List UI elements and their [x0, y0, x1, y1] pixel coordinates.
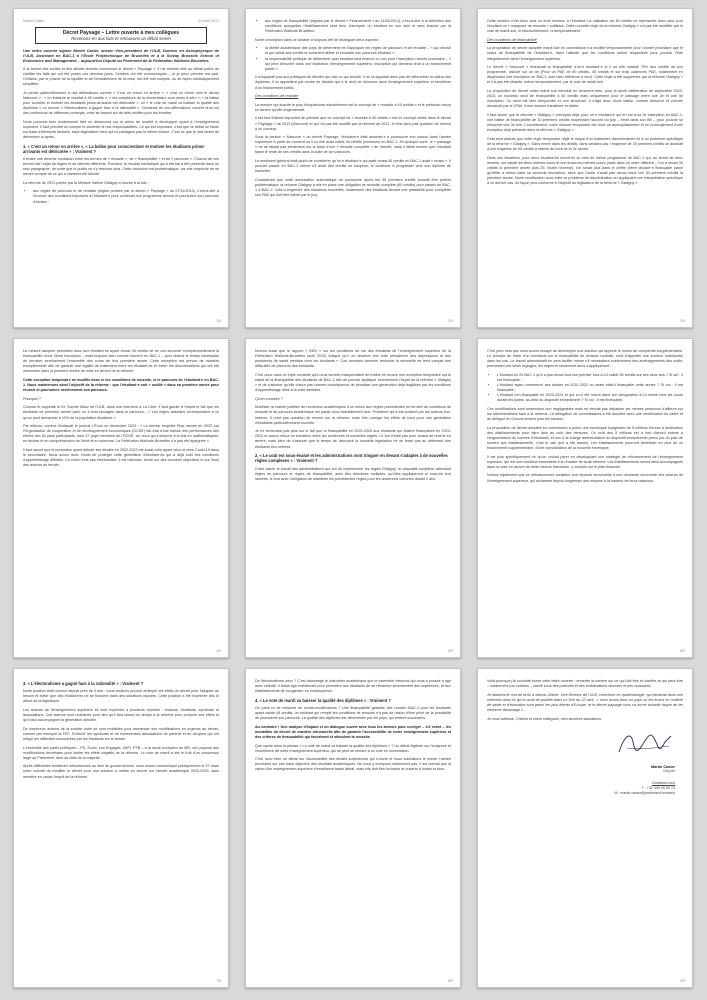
- paragraph: Considérant que cette autorisation automatique de poursuivre après les 45 premiers crédits pouvait être parfois problématique, la réforme Glatigny a mis en place une obligation de réussite complète (60 crédits) pour passer de BAC-1 à BAC-2. Cela a engendré des situations nouvelles, notamment des étudiants devant une possibilité pour compléter son PAE qui doit être validé par le jury.: [255, 177, 451, 198]
- subsection-title: Des conditions de finançabilité: [487, 37, 537, 42]
- paragraph: Je vous adresse, Chères et chers collègues, mes sincères salutations.: [487, 716, 602, 721]
- contact-title: Contactez-moi: [651, 780, 675, 785]
- page-number: 5/9: [448, 649, 453, 653]
- page-4: [13, 338, 229, 658]
- paragraph: Il est tout d'abord important de préciser que ce concept de « réussite à 45 crédits » est un concept utilisé dans le décret « Paysage » de 2013 (Marcourt) et qui n'a pas été modifié par la réforme de 2021. Il n'est donc pas question de revenir à ce concept.: [255, 116, 451, 131]
- signature-block: [487, 728, 683, 773]
- paragraph: L'ensemble des partis politiques – PS, Ecolo, Les Engagés, DéFI, PTB – à la seule exception du MR, ont proposé des modifications décrétales pour limiter les effets négatifs de la réforme. Le vote de mardi a été le fruit d'un consensus large au Parlement, bien au-delà de la majorité.: [23, 745, 219, 760]
- title-box: [35, 27, 207, 44]
- list-item: • L'étudiant non-finançable en 2023-2024 et qui a-t-il été inscrit dans son désignation à-t-il révisé tous les cours durant les justes, au-delà du dispositif exceptionnel ? Si oui : il est finançable.: [497, 393, 683, 403]
- paragraph: Cela sera ailleurs que cette règle temporaire règle le risque d'un traitement discriminatoire lié à un problème spécifique de la réforme « Glatigny ». Sans entrer dans les détails, dans certains cas, l'exigence de 30 premiers crédits se doublait d'une exigence de 60 crédits à obtenir au bout de la 2e année.: [487, 136, 683, 151]
- page-header: [23, 19, 219, 23]
- list-item: • L'étudiant ayant commencé ses études en 2021-2022 ou avant était-il finançable cette année ? Si oui : il est finançable ;: [497, 383, 683, 393]
- paragraph: Ces modifications sont néanmoins non négligeables mais ne devrait pas dépasser les mêmes pressions d'ailleurs sur les administrations face à la réforme. La délégation de commissaires a été assurée avec une modification du cadre et du délégué du Gouvernement pour les travaux.: [487, 406, 683, 422]
- paragraph: Il faut savoir que la réforme « Glatigny » prévoyait déjà, pour un·e étudiant·e qui en est à sa 2e inscription en BAC-1, une balise de finançabilité de 30 premiers crédits moyennant l'accord du jury – étroit dans son BE – pour pouvoir se réinscrire une 3e fois. Concrètement, notre mesure temporaire est donc un assouplissement et un prolongement d'une exception déjà présente dans la réforme « Glatigny ».: [487, 112, 683, 133]
- page-9: [477, 668, 693, 988]
- page-number: 9/9: [680, 979, 685, 983]
- paragraph: Notons également que ce refinancement constitue une réponse structurelle à une demande récurrente des acteurs de l'enseignement supérieur, qui réclament depuis longtemps des moyens à la hauteur de leurs missions.: [487, 473, 683, 483]
- intro-paragraph: Une lettre ouverte signée Martin Casier, ancien Vice-président de l'ULB, Docteur en Astrophysique de l'ULB, Assistant en BAC-1 à l'École Polytechnique de Bruxelles et à la Solvay Brussels School of Economics and Management – aujourd'hui Député au Parlement de la Fédération Wallonie-Bruxelles.: [23, 48, 219, 64]
- document-subtitle: Revenons-en aux faits et retrouvons un débat serein: [71, 36, 171, 41]
- paragraph: La mesure qui suscite le plus d'inquiétudes actuellement est le concept de « réussite à 45 crédits » et le prétendu retour en arrière qu'elle engendrerait.: [255, 102, 451, 112]
- page-number: 7/9: [216, 979, 221, 983]
- paragraph: De nombreux acteurs de la société civile se sont mobilisés pour demander des modifications en urgence au décret, comme par exemple la FEF, l'Unécof, les syndicats et de nombreuses associations de parents et de citoyens qui ont relayé les difficultés rencontrées par les étudiants sur le terrain.: [23, 726, 219, 741]
- paragraph: Notre position était connue depuis près de 3 ans : nous voulions pouvoir anticiper les effets du décret pour l'adapter au besoin et éviter que des étudiant·es ne se trouvent dans des situations injustes. Cette position a été exprimée dès le début de la législature.: [23, 689, 219, 704]
- contact-block: [487, 781, 683, 796]
- handwritten-signature: [615, 728, 675, 760]
- paragraph: Qu'en conclure ?: [255, 396, 283, 401]
- list-item: • aux règles de finançabilité (réglées par le décret « Financement » du 11/04/2014), c'est-à-dire à la définition des conditions auxquelles l'établissement sera tenu d'accepter un étudiant en son sein et sera financé par la Fédération Wallonie-Bruxelles.: [265, 19, 451, 34]
- page-number: 3/9: [680, 319, 685, 323]
- paragraph: Mobiliser la crainte justifiée de nombreux académiques d'un retour aux règles précédentes en termes de conditions de réussite et de parcours académique me paraît donc factuellement faux. Problème qui a été soulevé par les acteurs eux-mêmes. Il n'est pas question de revenir sur la réforme, mais d'en corriger les effets de bord pour une génération d'étudiants particulièrement touchée.: [255, 405, 451, 425]
- section-heading-3: 3. « L'électoralisme a gagné face à la rationalité » : Vraiment ?: [23, 681, 144, 686]
- signatory-name: Martin Casier: [650, 764, 675, 769]
- header-author: Martin Casier: [23, 19, 45, 23]
- section-heading-4: 4. « Le vote de mardi va baisser la qualité des diplômes » : Vraiment ?: [255, 697, 391, 703]
- page-1: [13, 8, 229, 328]
- paragraph: La mesure adoptée permettra donc aux étudiant·es ayant réussi 45 crédits de se voir accorder exceptionnellement la finançabilité d'une 3ème inscription – mais toujours bien comme inscrit·e en BAC-1 – pour obtenir le temps nécessaire de terminer sereinement l'ensemble des cours de leur première année. Cette exception est prévue de manière exceptionnelle afin de garantir une égalité de traitement entre les étudiant·es et éviter les discriminations qui ont été observées dans la première année de mise en œuvre de la réforme.: [23, 349, 219, 374]
- subsection-title: Des conditions de réussite: [255, 94, 299, 99]
- page-6: [477, 338, 693, 658]
- section-heading-1: 1. « C'est un retour en arrière », « La balise pour conscientiser et motiver les étudiants primo-arrivants est détricotée » : Vraiment ?: [23, 143, 205, 154]
- bullet-list: [255, 19, 451, 34]
- bullet-list: [487, 373, 683, 404]
- page-5: [245, 338, 461, 658]
- paragraph: Je ne reviendrai pas plus sur le fait que la finançabilité en 2024-2025 aux étudiants qui étaient finançables en 2023-2024 et aucun retour en transition entre les anciennes et nouvelles règles. Le but n'était pas pour autant de revenir en arrière, mais bien de s'assurer que le temps de découvrir la nouvelle législation ne se ferait pas au détriment des étudiants eux-mêmes.: [255, 429, 451, 449]
- page-number: 2/9: [448, 319, 453, 323]
- page-number: 6/9: [680, 649, 685, 653]
- paragraph: Comme le rappelait le Dr. Sophie Mazz de l'ULB, dans une interview à La Libre, il faut garder à l'esprit le fait que les étudiants de première année avec un à trois blocages dans le parcours... « Les règles actuelles correspondent à ce qu'on peut demander à 13% de la population étudiante ».: [23, 405, 219, 420]
- paragraph: Pourquoi ?: [23, 396, 41, 401]
- paragraph: Voilà pourquoi j'ai souhaité écrire cette lettre ouverte : remettre la lumière sur ce qui doit être et clarifier ce qui peut-être – notamment par certains – caché sous des postures et des exclamations diverses et peu nuancées.: [487, 679, 683, 689]
- page-number: 8/9: [448, 979, 453, 983]
- paragraph: La proposition de décret adoptée en commission a prévu une enveloppe budgétaire de 5 millions d'euros à destination des établissements pour faire face au coût des mesures. Ce coût des 5 millions est à tout d'abord estimé à l'augmentation du nombre d'étudiants, et non à la charge administrative du dispositif exceptionnel prévu (ou du plan de soutien aux établissements, c'est le cas qu'il a été admis). Les établissements pourront bénéficier en plus de ce financement supplémentaire, d'une consolidation de la nouvelle enveloppe.: [487, 425, 683, 451]
- list-item: • la liberté académique des jurys de déterminer et d'appliquer les règles de parcours et de réussite – « qui réussit et qui valide ses crédits et comment définir et encadrer son parcours étudiant » ;: [265, 46, 451, 56]
- paragraph: La réforme de 2021 portée par la Ministre Valérie Glatigny a touché à la fois :: [23, 180, 149, 185]
- paragraph: Nous pouvons bien évidemment être en désaccord sur la vision de société à développer quant à l'enseignement supérieur. Il faut prendre en compte le contexte et nos responsabilités. Ce qui est important, c'est que ce débat se fasse sur base d'éléments factuels, sans stigmatiser ceux qui ne partagent pas la même lecture. C'est ce que je vais tenter de démontrer ci-après.: [23, 119, 219, 139]
- list-item: • la responsabilité politique de déterminer quel étudiant sera financé ou non pour l'inscription l'année prochaine – « qui peut s'inscrire dans une institution d'enseignement supérieur, inscription qui donnera droit à un financement public ».: [265, 57, 451, 72]
- paragraph: Il m'apparaît pas aux politiques de décider qui rate ou qui réussit. Il ne lui apparaît donc pas de déterminer la valeur des diplômes. Il lui appartient par contre de décider qui a le droit de s'inscrire dans l'enseignement supérieur et bénéficier d'un financement public.: [255, 75, 451, 90]
- paragraph: Notons aussi que le rapport « BDO » sur les conditions de vie des étudiants de l'enseignement supérieur de la Fédération Wallonie-Bruxelles (avril 2019) indique qu'« on observe une forte prévalence des dépressions et des problèmes de santé mentale chez les étudiants ». Ces données viennent renforcer la nécessité de tenir compte des difficultés de parcours des étudiants.: [255, 349, 451, 369]
- paragraph: Après différentes tentatives infructueuses au sein du gouvernement, nous avons communiqué publiquement le 27 mars notre volonté de modifier le décret pour une solution à mettre en œuvre sur l'année académique 2024-2025, sans remettre en cause l'esprit de la réforme.: [23, 764, 219, 779]
- page-7: [13, 668, 229, 988]
- section-heading-2: 2. « Le coût est sous-évalué et les administrations vont tringuer en devant s'adapter à de nouvelles règles complexes » : Vraiment ?: [255, 453, 448, 464]
- paragraph: Il faut saluer le travail des administrations qui ont dû implémenter les règles Glatigny, un dispositif complexe attendant règles de parcours et règles de finançabilité, avec des directives multiples, qu'elles appliqueront et suivront leur lancées, le tout avec l'obligation de maintenir les précédentes règles pour les anciennes cohortes durant 2 ans.: [255, 466, 451, 481]
- signatory-role: Député: [663, 768, 675, 773]
- page-number: 4/9: [216, 649, 221, 653]
- paragraph: Que cache alors la phrase « Le vote de mardi va baisser la qualité des diplômes » ? Un débat légitime sur l'exigence et l'excellence de notre enseignement supérieur, qui ne peut se réduire à un vote en commission.: [255, 743, 451, 753]
- paragraph: Par ailleurs, comme l'indiquait le journal L'Écho en décembre 2023 : « Le dernier enquête Pisa menée en 2022 par l'Organisation de coopération et de développement économiques (OCDE) fait état d'une baisse des performances des élèves des 81 pays participants, dont 37 pays membres de l'OCDE. Un recul qui s'observe à la fois en mathématiques, en lecture et en compréhension de l'écrit et en sciences. La Fédération Wallonie-Bruxelles n'a pas été épargnée ».: [23, 424, 219, 444]
- paragraph: C'est donc bien un débat sur l'accessibilité des études supérieures qui s'ouvre et nous souhaitons le mener l'année prochaine sur une base objective des résultats académiques. Ne nous y trompons néanmoins pas, il est normal que la vision d'un enseignement supérieur d'excellence fasse débat, mais elle doit être inclusive et ouverte à toutes et tous.: [255, 757, 451, 772]
- paragraph: De l'électoralisme donc ? C'est davantage le calendrier académique que le calendrier électoral qui nous a poussé à agir avec célérité. Il fallait agir maintenant pour permettre aux étudiants de se réinscrire sereinement dès septembre, et aux établissements de s'organiser en conséquence.: [255, 679, 451, 694]
- paragraph: À la faveur des sorties et des débats récents concernant le décret « Paysage », il me semble utile au débat public de clarifier les faits qui ont été posés ces derniers jours. Certains ont été communiqués – et je peux prendre ma part. Certains, par le prisme de la rapidité et de l'emballement de la crise, ont été mal compris, ou de façon médiatiquement simplifiée.: [23, 66, 219, 87]
- contact-phone: T : +32 495 90 69 74: [641, 785, 675, 790]
- paragraph: Je laisserai le mot de la fin à Marius Gilbert, Vice-Recteur de l'ULB, chercheur en épidémiologie, qui déclarait dans une interview dans ce qu'on avait de publiée dans Le Soir du 22 avril : « nous avons donc un pays où les écarts en matière de santé et d'éducation sont parmi les plus élevés d'Europe, et le décret paysage sous sa forme actuelle risque de les renforcer davantage ».: [487, 692, 683, 712]
- paragraph: Sous la version « Marcourt » du décret Paysage, l'étudiant·e était autorisé·e à poursuivre son cursus dans l'année supérieure à partir du moment où il ou elle avait validé 45 crédits (minimum) en BAC-1. En quelque sorte, le « passage » ne se faisait pas seulement sur la base d'une « réussite complète » de l'année, mais il fallait encore que l'étudiant fasse le reste de ses crédits dans la suite de son parcours.: [255, 135, 451, 155]
- list-item: • aux règles de parcours et de réussite (règles portées par le décret « Paysage » du 07/11/2013), c'est-à-dire à l'énoncé des conditions imposées à l'étudiant·e pour continuer son programme annuel et poursuivre son parcours d'études ;: [33, 189, 219, 204]
- contact-email: M : martin.casier@parlement.brussels: [614, 790, 675, 795]
- bullet-list: [23, 189, 219, 204]
- page-number: 1/9: [216, 319, 221, 323]
- document-title: Décret Paysage – Lettre ouverte à mes collègues: [62, 30, 180, 36]
- paragraph: Notre conception dans ce dossier a toujours été de distinguer deux aspects :: [255, 37, 381, 42]
- list-item: • L'étudiant en 2e BAC-1 qu'il a pas réussi tout son premier bloc a-t-il validé 45 crédits sur ses deux ans ? Si oui : il est finançable ;: [497, 373, 683, 383]
- paragraph: Il faut savoir que la promotion ayant débuté ses études en 2022-2023 est aussi celle ayant vécu la crise Covid-19 dans le secondaire. Nous avons donc choisi de protéger cette génération d'étudiant·es qui a déjà subi des conditions d'apprentissage difficiles. Ce choix n'est pas électoraliste, il est rationnel, fondé sur des données objectives et sur l'avis des acteurs de terrain.: [23, 448, 219, 468]
- paragraph: C'est pour cela que nous avons essayé de développer une solution qui apporte le moins de complexité supplémentaire. Le principe de l'idée d'un monitorat sur la finançabilité de certains contrats, c'est d'apporter une solution individuelle dans les cas. Le travail administratif en sera facilité même s'il nécessitera évidemment des aménagements des outils, permettant ces seuls réglages, les règles et seulement alors s'appliqueront :: [487, 349, 683, 369]
- paragraph: Cette exception temporaire ne modifie donc ni les conditions de réussite, ni le parcours de l'étudiant·e en BAC-1. Nous maintenons ainsi l'objectif de la réforme : que l'étudiant·e soit « outillé » dans sa première année pour réussir et poursuivre sereinement son parcours.: [23, 377, 219, 393]
- page-2: [245, 8, 461, 328]
- paragraph: Le sentiment général était plutôt de considérer qu'un·e étudiant·e qui avait réussi 45 crédits en BAC-1 avait « réussi ». Il pouvait passer en BAC-2 même s'il avait des crédits en suspens, et continuer à progresser vers son diplôme de bachelier.: [255, 159, 451, 174]
- paragraph: Il est plus spécifiquement ce qu'on voulait parer en développant une stratégie de refinancement de l'enseignement supérieur, qui est une condition essentielle à la réussite de toute réforme. Les établissements seront ainsi accompagnés dans la mise en œuvre de cette mesure transitoire, y compris sur le plan financier.: [487, 454, 683, 469]
- sub-list: [255, 46, 451, 71]
- paragraph: On parle ici de mesures de contre-modifications ? Une finançabilité garantie dès l'ancien BAC-1 pour les étudiants ayant validé 45 crédits, un étudiant qui remplit les conditions de réussite n'a pas de raison d'être privé de la possibilité de poursuivre son parcours. La qualité des diplômes est déterminée par les jurys, qui restent souverains.: [255, 705, 451, 721]
- paragraph: Les acteurs de l'enseignement supérieur se sont exprimés à plusieurs reprises : recteurs, étudiants, syndicats et associations. Ces acteurs sont unanimes pour dire qu'il faut laisser du temps à la réforme pour produire ses effets et qu'il faut accompagner la génération actuelle.: [23, 707, 219, 723]
- paragraph: Au contraire ! Une analyse d'impact et un dialogue ouvert avec tous les acteurs pour corriger – s'il échet – les modalités du décret de manière structurelle afin de garantir l'accessibilité de notre enseignement supérieur et des critères de finançabilité qui favorisent et stimulent la réussite.: [255, 724, 451, 739]
- page-3: [477, 8, 693, 328]
- paragraph: Il existe une énorme confusion entre les termes de « réussite », de « finançabilité » et de « parcours ». Chacun de ces termes fait l'objet de règles et de décrets différents. Pourtant, le résultat médiatique qui a été fait a été présenté dans un seul paragraphe, de sorte que le public ne s'y retrouve plus. Cette confusion est problématique, car elle empêche de se rendre compte de ce qui a vraiment été décidé.: [23, 156, 219, 177]
- paragraph: La proposition de décret votée mardi soir introduit en revanche bien, pour la seule délibération de septembre 2023-2024, un nouveau seuil de finançabilité à 45 crédits mais uniquement pour le passage entre une 2e et une 3e inscription. Ce seuil est bien temporaire et non structurel. Il s'agit donc d'une balise, comme annoncé et comme demandé par le CRef, d'une mesure transitoire et ciblée.: [487, 89, 683, 109]
- paragraph: La proposition de décret adoptée mardi soir en commission n'a modifié temporairement pour l'année prochaine que le statut de finançabilité de l'étudiant·e, dans l'attente que les conditions soient respectées pour pouvoir l'être intégralement dans l'enseignement supérieur.: [487, 46, 683, 61]
- paragraph: C'est donc dans ce triple contexte qu'il nous semble indispensable de mettre en œuvre une exception temporaire sur le statut de la finançabilité des étudiants de BAC-1 afin de pouvoir appliquer sereinement l'esprit de la réforme « Glatigny » et de s'assurer qu'elle n'aura pas comme conséquence de pénaliser une génération déjà fragilisée par les conditions d'apprentissage liées à la crise sanitaire.: [255, 372, 451, 393]
- paragraph: Je pense particulièrement à des affirmations comme « C'est un retour en arrière », « c'est un retour vers le décret Marcourt » , « on instaure le résultat à 45 crédits », « les compteurs de la réorientation sont remis à zéro », « la balise pour concilier et motiver les étudiants primo-arrivants est détricotée », ou « le vote de mardi va baisser la qualité des diplômes » ou encore « l'électoralisme a gagné face à la rationalité ». Certaines de ces affirmations ouvrent droit sur des confusions de différents concepts, voire se basent sur de faits vérifiés pour les émettre.: [23, 90, 219, 116]
- header-date: 23 avril 2024: [198, 19, 219, 23]
- paragraph: Cette mesure n'est donc plus un droit reconnu à l'étudiant. La validation de 45 crédits ne représente donc plus pour l'étudiant un « marqueur de réussite » suffisant. Cette nouvelle règle de la réforme Glatigny « n'a pas été modifiée par le vote de mardi soir, ni structurellement, ni temporairement.: [487, 19, 683, 34]
- page-8: [245, 668, 461, 988]
- paragraph: Le décret « Marcourt » entraînait la finançabilité d'un·e étudiant·e si il ou elle validait 75% des crédits de son programme, calculé sur un an (Pour un PAE de 60 crédits, 45 crédits et sur trois cadences PAE, notamment en dispensant une inscription en BAC1, sont bien inférieurs à ceci). Cette règle a été supprimée par la réforme Glatigny » et n'a pas été rétablie, même temporairement, par le vote de mardi soir.: [487, 65, 683, 85]
- paragraph: Dans ces situations, pour deux étudiant·es inscrit·es au sein du même programme de BAC-1 qui, au terme de deux années, ont validé les deux mêmes cours et ont réussi les mêmes cours (mais dans un ordre différent – l'un a réussi 30 crédits la première année puis 25, l'autre l'inverse), l'un serait plus dans le chiffre d'être déclaré·e finançable parce qu'il/elle a réussi dans sa seconde inscription, alors que l'autre n'avait pas réussi dans ces 30 premiers crédits la première année. Notre modification donc évite ce problème de discrimination en appliquant une interprétation spécifique à ce dernier cas, de façon plus conforme à l'objectif du législateur de la réforme « Glatigny ».: [487, 155, 683, 186]
